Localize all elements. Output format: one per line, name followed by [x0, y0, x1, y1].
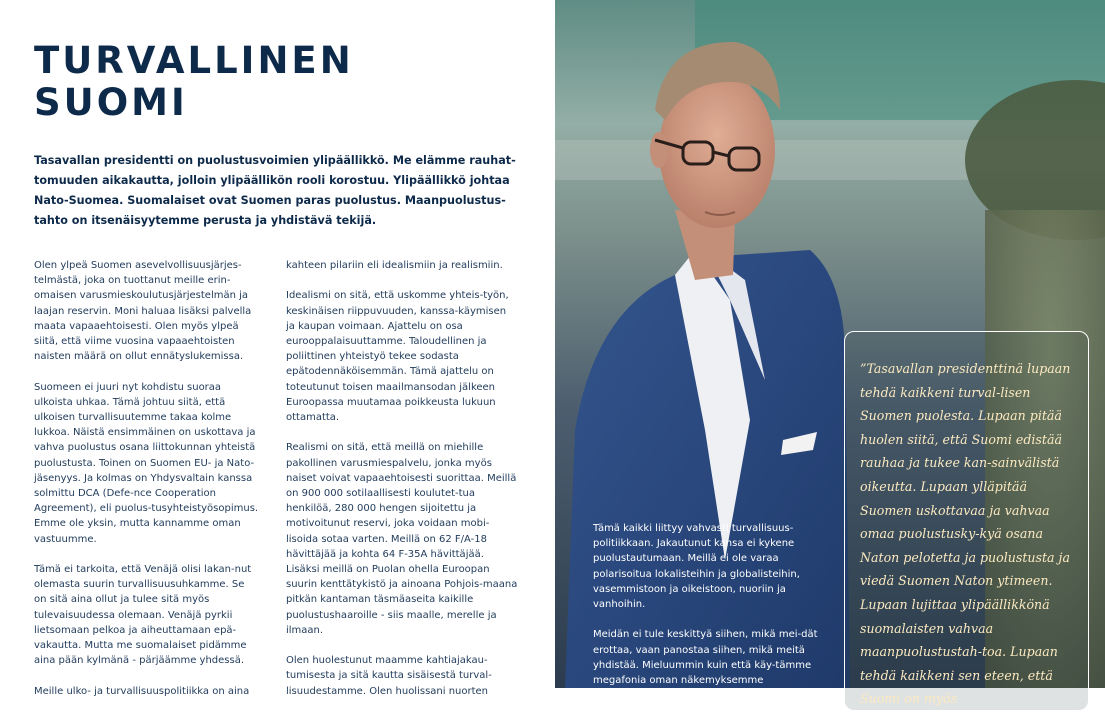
paragraph: Olen huolestunut maamme kahtiajakau-tumisesta ja sitä kautta sisäisestä turval-lisuudestamme. Olen huolissani nuorten: [286, 655, 492, 697]
paragraph: Suomeen ei juuri nyt kohdistu suoraa ulkoista uhkaa. Tämä johtuu siitä, että ulkoisen turvallisuutemme takaa kolme lukkoa. Näistä ensimmäinen on uskottava ja vahva puolustus osana liittokunnan yhteistä puolustusta. Toinen on Suomen EU- ja Nato-jäsenyys. Ja kolmas on Yhdysvaltain kanssa solmittu DCA (Defe-nce Cooperation Agreement), eli puolus-tusyhteistyösopimus. Emme ole yksin, mutta kannamme oman vastuumme.: [34, 381, 259, 545]
paragraph: Olen ylpeä Suomen asevelvollisuusjärjes-telmästä, joka on tuottanut meille erin-omaisen varusmieskoulutusjärjestelmän ja laajan reservin. Moni haluaa lisäksi palvella maata vapaaehtoisesti. Olen myös ylpeä siitä, että viime vuosina vapaaehtoisten naisten määrä on ollut ennätyslukemissa.: [34, 260, 252, 363]
paragraph: kahteen pilariin eli idealismiin ja realismiin.: [286, 260, 503, 271]
photo-text-column: [593, 521, 825, 703]
paragraph: Realismi on sitä, että meillä on miehille pakollinen varusmiespalvelu, jonka myös naiset voivat vapaaehtoisesti suorittaa. Meillä on 900 000 sotilaallisesti koulutet-tua henkilöä, 280 000 hengen sijoitettu ja motivoitunut reservi, joka voidaan mobi-lisoida sotaa varten. Meillä on 62 F/A-18 hävittäjää ja kohta 64 F-35A hävittäjää. Lisäksi meillä on Puolan ohella Euroopan suurin kenttätykistö ja ainoana Pohjois-maana pitkän kantaman täsmäaseita kaikille puolustushaaroille - siis maalle, merelle ja ilmaan.: [286, 442, 518, 636]
lead-paragraph: Tasavallan presidentti on puolustusvoimien ylipäällikkö. Me elämme rauhat-tomuuden aikakautta, jolloin ylipäällikön rooli korostuu. Ylipäällikkö johtaa Nato-Suomea. Suomalaiset ovat Suomen paras puolustus. Maanpuolustus-tahto on itsenäisyytemme perusta ja yhdistävä tekijä.: [34, 154, 516, 227]
paragraph: Tämä ei tarkoita, että Venäjä olisi lakan-nut olemasta suurin turvallisuusuhkamme. Se on sitä aina ollut ja tulee sitä myös tulevaisuudessa olemaan. Venäjä pyrkii lietsomaan pelkoa ja aiheuttamaan epä-vakautta. Mutta me suomalaiset pidämme aina pään kylmänä - pärjäämme yhdessä.: [34, 564, 252, 667]
text-column-1: [34, 258, 259, 714]
pull-quote: ”Tasavallan presidenttinä lupaan tehdä kaikkeni turval-lisen Suomen puolesta. Lupaan pitää huolen siitä, että Suomi edistää rauhaa ja tukee kan-sainvälistä oikeutta. Lupaan ylläpitää Suomen uskottavaa ja vahvaa omaa puolustusky-kyä osana Naton pelotetta ja puolustusta ja viedä Suomen Naton ytimeen. Lupaan lujittaa ylipäällikkönä suomalaisten vahvaa maanpuolustustah-toa. Lupaan tehdä kaikkeni sen eteen, että Suomi on myös: [860, 361, 1071, 707]
paragraph: Meidän ei tule keskittyä siihen, mikä mei-dät erottaa, vaan panostaa siihen, mikä meitä yhdistää. Mieluummin kuin että käy-tämme megafonia oman näkemyksemme: [593, 629, 818, 687]
text-column-2: [286, 258, 518, 714]
paragraph: Meille ulko- ja turvallisuuspolitiikka on aina: [34, 685, 250, 697]
paragraph: Tämä kaikki liittyy vahvasti turvallisuus-politiikkaan. Jakautunut kansa ei kykene puolustautumaan. Meillä ei ole varaa polarisoitua lokalisteihin ja globalisteihin, vasemmistoon ja oikeistoon, nuoriin ja vanhoihin.: [593, 523, 800, 611]
title-line-1: TURVALLINEN: [34, 39, 354, 82]
paragraph: Idealismi on sitä, että uskomme yhteis-työn, keskinäisen riippuvuuden, kanssa-käymisen ja kaupan voimaan. Ajattelu on osa eurooppalaisuuttamme. Taloudellinen ja poliittinen yhteistyö tekee sodasta epätodennäköisemmän. Tämä ajattelu on toteutunut toisen maailmansodan jälkeen Euroopassa muutamaa poikkeusta lukuun ottamatta.: [286, 290, 509, 424]
title-line-2: SUOMI: [34, 81, 188, 124]
page-title: [34, 40, 514, 124]
